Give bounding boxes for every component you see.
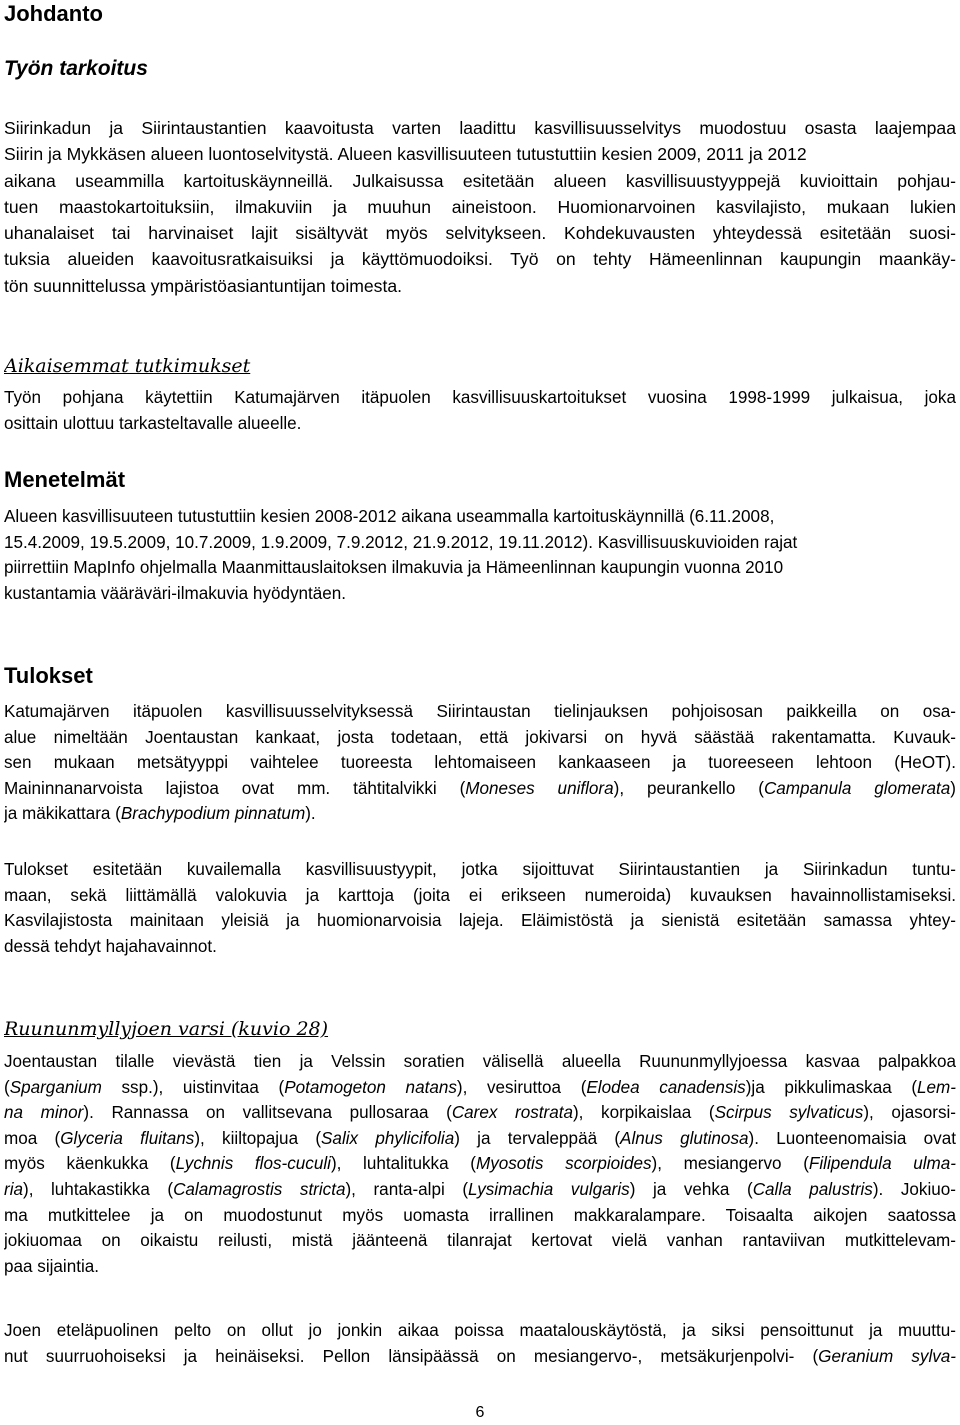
text-line: ja mäkikattara (Brachypodium pinnatum). (4, 804, 316, 824)
page-number: 6 (475, 1404, 485, 1421)
text-line: nut suurruohoiseksi ja heinäiseksi. Pellon länsipäässä on mesiangervo-, metsäkurjenpolvi- (Geranium sylva- (4, 1346, 956, 1366)
text-line: dessä tehdyt hajahavainnot. (4, 936, 217, 956)
text-line: (Sparganium ssp.), uistinvitaa (Potamogeton natans), vesiruttoa (Elodea canadensis)ja pikkulimaskaa (Lem- (4, 1077, 956, 1097)
paragraph-tulokset-1 (4, 699, 956, 827)
text-line: uhanalaiset tai harvinaiset lajit sisältyvät myös selvitykseen. Kohdekuvausten yhteydessä esitetään suosi- (4, 223, 956, 244)
paragraph-tulokset-2 (4, 857, 956, 959)
text-line: na minor). Rannassa on vallitsevana pullosaraa (Carex rostrata), korpikaislaa (Scirpus sylvaticus), ojasorsi- (4, 1103, 956, 1123)
text-line: 15.4.2009, 19.5.2009, 10.7.2009, 1.9.2009, 7.9.2012, 21.9.2012, 19.11.2012). Kasvillisuuskuvioiden rajat (4, 532, 798, 552)
heading-aikaisemmat-tutkimukset: Aikaisemmat tutkimukset (4, 355, 251, 377)
text-line: Maininnanarvoista lajistoa ovat mm. tähtitalvikki (Moneses uniflora), peurankello (Campanula glomerata) (4, 778, 956, 798)
text-line: myös käenkukka (Lychnis flos-cuculi), luhtalitukka (Myosotis scorpioides), mesiangervo (Filipendula ulma- (4, 1154, 956, 1174)
heading-menetelmat: Menetelmät (4, 467, 126, 492)
paragraph-ruununmyllyjoki-2 (4, 1318, 956, 1369)
text-line: moa (Glyceria fluitans), kiiltopajua (Salix phylicifolia) ja tervaleppää (Alnus glutinosa). Luonteenomaisia ovat (4, 1128, 956, 1148)
text-line: tuksia alueiden kaavoitusratkaisuiksi ja käyttömuodoiksi. Työ on tehty Hämeenlinnan kaupungin maankäy- (4, 249, 956, 270)
text-line: Siirinkadun ja Siirintaustantien kaavoitusta varten laadittu kasvillisuusselvitys muodostuu osasta laajempaa (4, 118, 956, 138)
text-line: Joen eteläpuolinen pelto on ollut jo jonkin aikaa poissa maatalouskäytöstä, ja siksi pensoittunut ja muuttu- (4, 1321, 956, 1340)
text-line: Siirin ja Mykkäsen alueen luontoselvitystä. Alueen kasvillisuuteen tutustuttiin kesien 2009, 2011 ja 2012 (4, 144, 807, 165)
paragraph-tarkoitus (4, 115, 956, 299)
text-line: maan, sekä liittämällä valokuvia ja karttoja (joita ei erikseen numeroida) kuvauksen havainnollistamiseksi. (4, 885, 956, 905)
text-line: Tulokset esitetään kuvailemalla kasvillisuustyypit, jotka sijoittuvat Siirintaustantien ja Siirinkadun tuntu- (4, 860, 956, 879)
heading-tulokset: Tulokset (4, 663, 93, 688)
text-line: Alueen kasvillisuuteen tutustuttiin kesien 2008-2012 aikana useammalla kartoituskäynnillä (6.11.2008, (4, 507, 775, 526)
text-line: paa sijaintia. (4, 1256, 100, 1276)
paragraph-aikaisemmat (4, 385, 956, 436)
text-line: tuen maastokartoituksiin, ilmakuviin ja muuhun aineistoon. Huomionarvoinen kasvilajisto, mukaan lukien (4, 196, 956, 217)
heading-tyon-tarkoitus: Työn tarkoitus (4, 57, 148, 80)
text-line: Joentaustan tilalle vievästä tien ja Velssin soratien välisellä alueella Ruununmyllyjoessa kasvaa palpakkoa (4, 1052, 956, 1071)
text-line: Kasvilajistosta mainitaan yleisiä ja huomionarvoisia lajeja. Eläimistöstä ja sienistä esitetään samassa yhtey- (4, 911, 956, 931)
text-line: alue nimeltään Joentaustan kankaat, josta todetaan, että jokivarsi on hyvä säästää rakentamatta. Kuvauk- (4, 727, 956, 747)
text-line: jokiuomaa on oikaistu reilusti, mistä jäänteenä tilanrajat kertovat vielä vanhan rantaviivan mutkittelevam- (4, 1231, 956, 1251)
text-line: piirrettiin MapInfo ohjelmalla Maanmittauslaitoksen ilmakuvia ja Hämeenlinnan kaupungin vuonna 2010 (4, 558, 784, 578)
paragraph-menetelmat (4, 504, 956, 606)
text-line: ria), luhtakastikka (Calamagrostis stricta), ranta-alpi (Lysimachia vulgaris) ja vehka (Calla palustris). Jokiuo- (4, 1179, 956, 1199)
text-line: osittain ulottuu tarkasteltavalle alueelle. (4, 413, 302, 433)
heading-ruununmyllyjoen-varsi: Ruununmyllyjoen varsi (kuvio 28) (4, 1018, 329, 1040)
text-line: tön suunnittelussa ympäristöasiantuntijan toimesta. (4, 275, 403, 296)
text-line: kustantamia vääräväri-ilmakuvia hyödyntäen. (4, 583, 347, 603)
paragraph-ruununmyllyjoki-1 (4, 1049, 956, 1279)
text-line: ma mutkittelee ja on muodostunut myös uomasta irrallinen makkaralampare. Toisaalta aikojen saatossa (4, 1205, 956, 1225)
text-line: Työn pohjana käytettiin Katumajärven itäpuolen kasvillisuuskartoitukset vuosina 1998-1999 julkaisua, joka (4, 388, 956, 407)
heading-johdanto: Johdanto (4, 1, 103, 26)
text-line: aikana useammilla kartoituskäynneillä. Julkaisussa esitetään alueen kasvillisuustyyppejä kuvioittain pohjau- (4, 170, 956, 191)
text-line: sen mukaan metsätyyppi vaihtelee tuoreesta lehtomaiseen kankaaseen ja tuoreeseen lehtoon (HeOT). (4, 753, 956, 773)
text-line: Katumajärven itäpuolen kasvillisuusselvityksessä Siirintaustan tielinjauksen pohjoisosan paikkeilla on osa- (4, 702, 956, 721)
